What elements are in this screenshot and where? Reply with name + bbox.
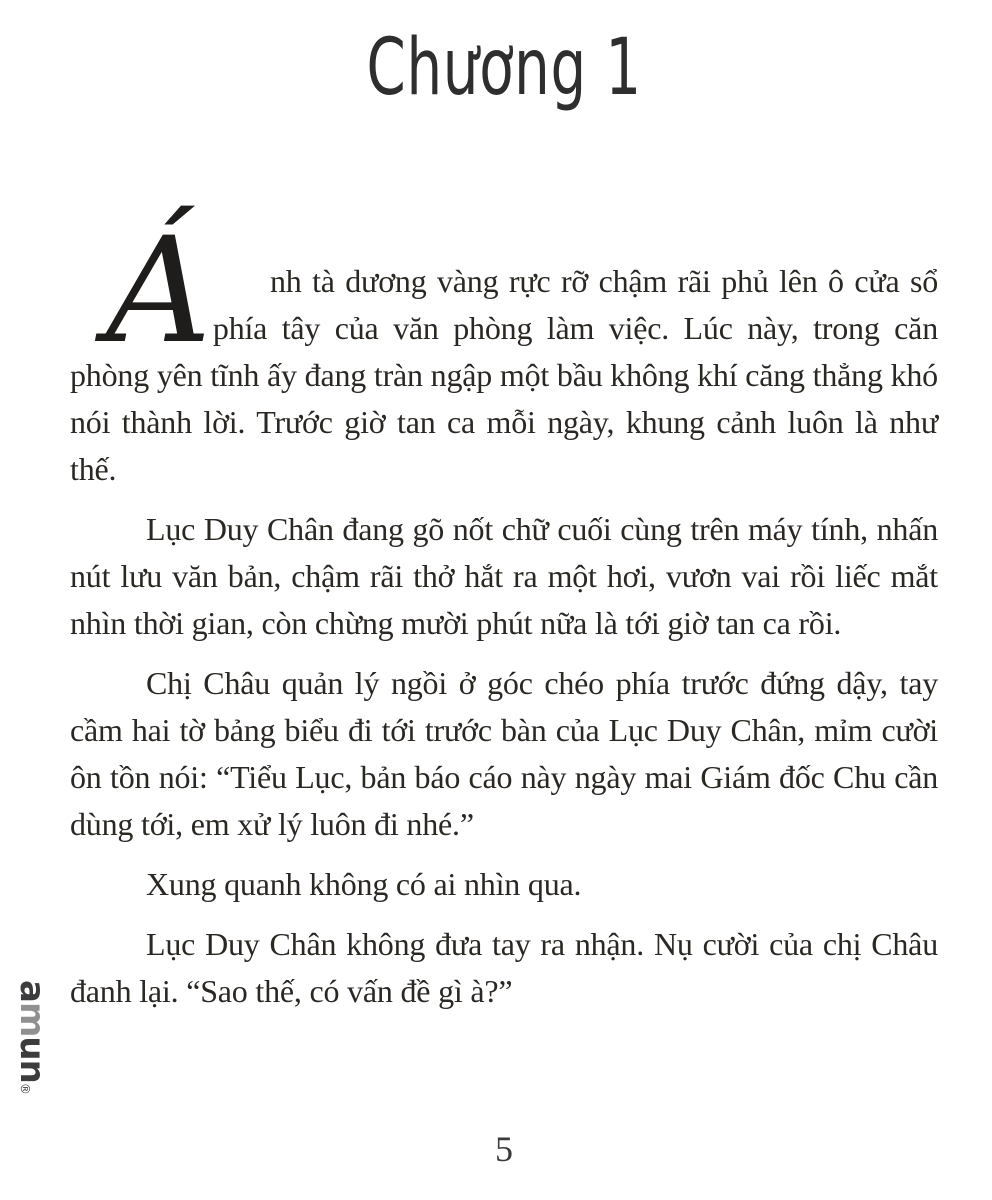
chapter-title-row	[70, 23, 938, 113]
logo-letter-u: u	[12, 1036, 52, 1060]
paragraph-1-text: nh tà dương vàng rực rỡ chậm rãi phủ lên ô cửa sổ phía tây của văn phòng làm việc. Lúc này, trong căn phòng yên tĩnh ấy đang tràn ngập một bầu không khí căng thẳng khó nói thành lời. Trước giờ tan ca mỗi ngày, khung cảnh luôn là như thế.	[70, 263, 938, 487]
logo-letter-m: m	[12, 1001, 52, 1037]
dropcap-box	[70, 206, 270, 376]
paragraph-1	[70, 206, 938, 493]
paragraph-3: Chị Châu quản lý ngồi ở góc chéo phía trước đứng dậy, tay cầm hai tờ bảng biểu đi tới trước bàn của Lục Duy Chân, mỉm cười ôn tồn nói: “Tiểu Lục, bản báo cáo này ngày mai Giám đốc Chu cần dùng tới, em xử lý luôn đi nhé.”	[70, 665, 938, 842]
logo-letter-a: a	[12, 980, 52, 1002]
page-content	[70, 0, 938, 1028]
registered-trademark-icon: ®	[18, 1082, 32, 1095]
paragraph-5: Lục Duy Chân không đưa tay ra nhận. Nụ cười của chị Châu đanh lại. “Sao thế, có vấn đề gì à?”	[70, 926, 938, 1009]
chapter-title: Chương 1	[366, 23, 642, 113]
dropcap-letter: Á	[106, 206, 212, 376]
paragraph-2: Lục Duy Chân đang gõ nốt chữ cuối cùng trên máy tính, nhấn nút lưu văn bản, chậm rãi thở hắt ra một hơi, vươn vai rồi liếc mắt nhìn thời gian, còn chừng mười phút nữa là tới giờ tan ca rồi.	[70, 511, 938, 641]
body-text	[70, 206, 938, 1015]
publisher-logo	[12, 980, 52, 1100]
logo-letter-n: n	[12, 1059, 52, 1083]
paragraph-4: Xung quanh không có ai nhìn qua.	[146, 866, 582, 902]
page-number: 5	[495, 1129, 513, 1169]
